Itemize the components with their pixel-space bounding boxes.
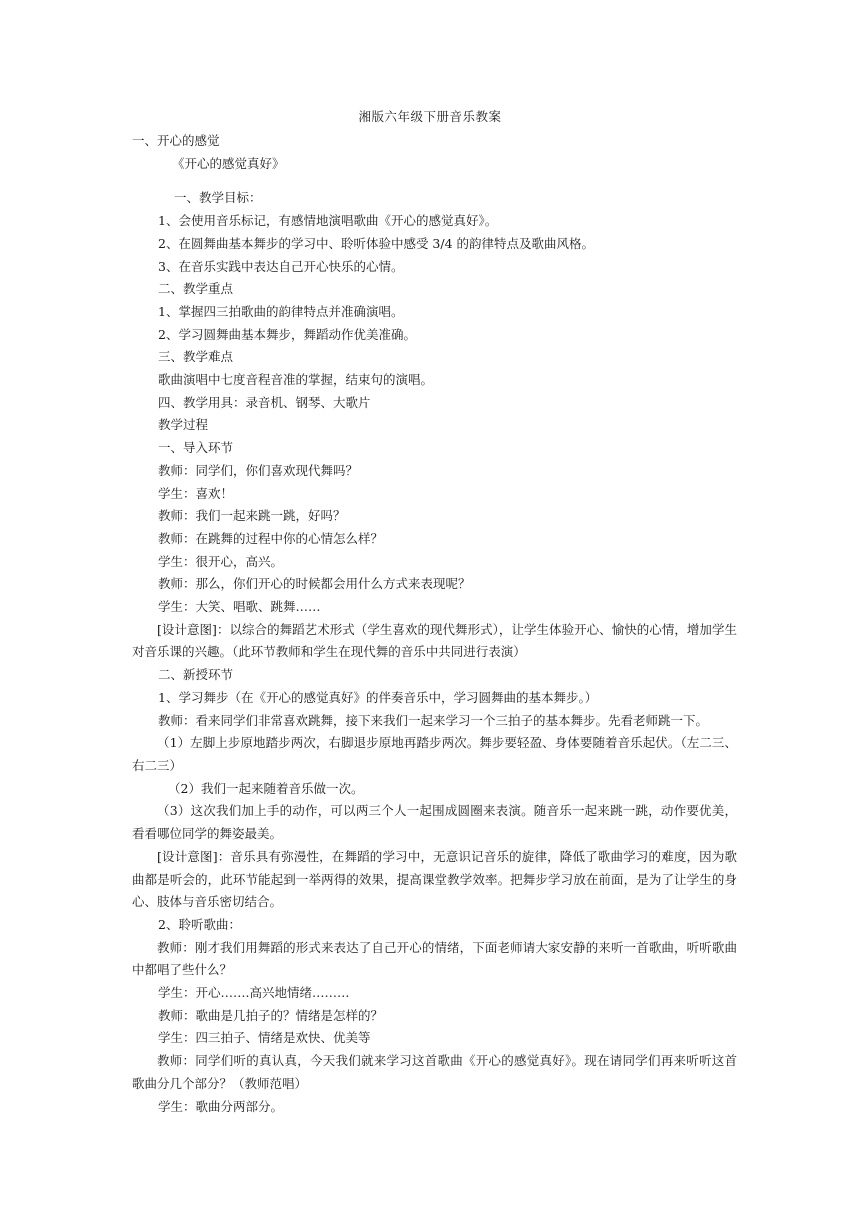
dialogue-line: 教师：看来同学们非常喜欢跳舞，接下来我们一起来学习一个三拍子的基本舞步。先看老师跳一下。 [158, 712, 709, 728]
dialogue-line: 教师：在跳舞的过程中你的心情怎么样？ [158, 530, 384, 546]
design-intent-paragraph: [设计意图]：音乐具有弥漫性，在舞蹈的学习中，无意识记音乐的旋律，降低了歌曲学习的难度，因为歌曲都是听会的，此环节能起到一举两得的效果，提高课堂教学效率。把舞步学习放在前面，是为了让学生的身心、肢体与音乐密切结合。 [132, 848, 737, 910]
dialogue-line: 教师：歌曲是几拍子的？情绪是怎样的？ [158, 1007, 384, 1023]
step-item: （3）这次我们加上手的动作，可以两三个人一起围成圆圈来表演。随音乐一起来跳一跳，动作要优美，看看哪位同学的舞姿最美。 [132, 803, 737, 842]
dialogue-line: 教师：那么，你们开心的时候都会用什么方式来表现呢？ [158, 576, 471, 592]
dialogue-line: 教师：刚才我们用舞蹈的形式来表达了自己开心的情绪，下面老师请大家安静的来听一首歌曲，听听歌曲中都唱了些什么？ [132, 939, 737, 978]
step-heading: 1、学习舞步（在《开心的感觉真好》的伴奏音乐中，学习圆舞曲的基本舞步。） [158, 689, 598, 705]
subsection-heading: 一、教学目标： [174, 190, 262, 206]
dialogue-line: 教师：我们一起来跳一跳，好吗？ [158, 508, 346, 524]
design-intent-paragraph: [设计意图]：以综合的舞蹈艺术形式（学生喜欢的现代舞形式），让学生体验开心、愉快的心情，增加学生对音乐课的兴趣。（此环节教师和学生在现代舞的音乐中共同进行表演） [132, 621, 737, 660]
subsection-heading: 三、教学难点 [158, 349, 234, 365]
dialogue-line: 学生：开心…….高兴地情绪……… [158, 985, 350, 1001]
teaching-tools: 四、教学用具：录音机、钢琴、大歌片 [158, 394, 371, 410]
document-title: 湘版六年级下册音乐教案 [358, 109, 502, 124]
dialogue-line: 学生：四三拍子、情绪是欢快、优美等 [158, 1030, 371, 1046]
subsection-heading: 一、导入环节 [158, 440, 234, 456]
key-point-item: 1、掌握四三拍歌曲的韵律特点并准确演唱。 [158, 303, 404, 319]
dialogue-line: 教师：同学们听的真认真，今天我们就来学习这首歌曲《开心的感觉真好》。现在请同学们再来听听这首歌曲分几个部分？（教师范唱） [132, 1053, 737, 1091]
song-title: 《开心的感觉真好》 [172, 155, 285, 171]
step-heading: 2、聆听歌曲： [158, 916, 241, 932]
difficulty-text: 歌曲演唱中七度音程音准的掌握，结束句的演唱。 [158, 372, 434, 388]
key-point-item: 2、学习圆舞曲基本舞步，舞蹈动作优美准确。 [158, 326, 416, 342]
dialogue-line: 教师：同学们，你们喜欢现代舞吗？ [158, 462, 359, 478]
subsection-heading: 二、教学重点 [158, 281, 234, 297]
objective-item: 3、在音乐实践中表达自己开心快乐的心情。 [158, 258, 404, 274]
dialogue-line: 学生：喜欢！ [158, 485, 234, 501]
document-body [132, 130, 737, 1118]
dialogue-line: 学生：很开心，高兴。 [158, 553, 284, 569]
subsection-heading: 二、新授环节 [158, 667, 234, 683]
section-heading: 一、开心的感觉 [132, 133, 220, 148]
process-heading: 教学过程 [158, 417, 209, 433]
step-item: （2）我们一起来随着音乐做一次。 [168, 780, 364, 796]
objective-item: 1、会使用音乐标记，有感情地演唱歌曲《开心的感觉真好》。 [158, 213, 498, 229]
step-item: （1）左脚上步原地踏步两次，右脚退步原地再踏步两次。舞步要轻盈、身体要随着音乐起伏。（左二三、右二三） [132, 735, 737, 773]
dialogue-line: 学生：大笑、唱歌、跳舞…… [158, 599, 321, 615]
objective-item: 2、在圆舞曲基本舞步的学习中、聆听体验中感受 3/4 的韵律特点及歌曲风格。 [158, 235, 595, 251]
dialogue-line: 学生：歌曲分两部分。 [158, 1098, 284, 1114]
